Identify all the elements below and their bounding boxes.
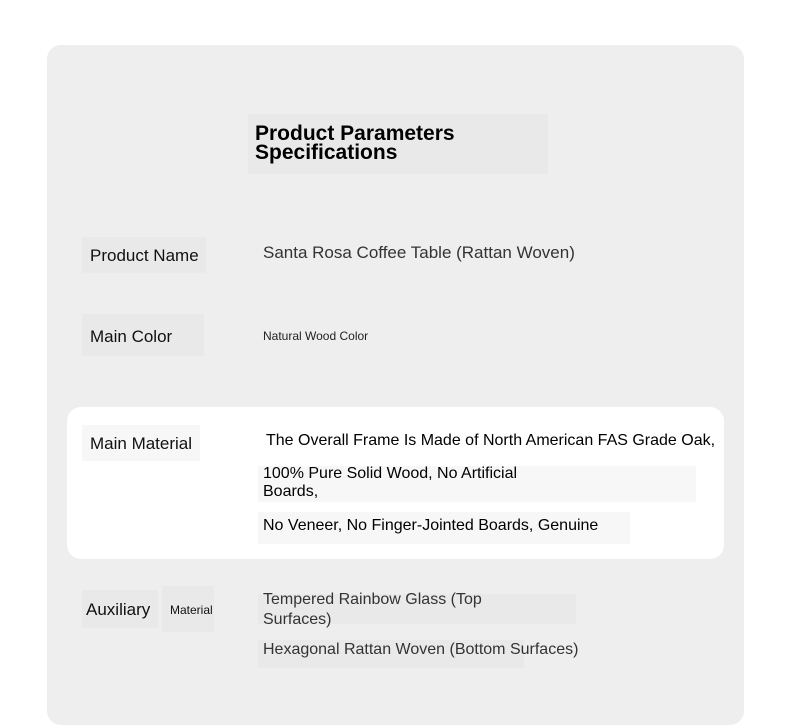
main-material-line-2a: 100% Pure Solid Wood, No Artificial: [263, 465, 518, 482]
page-title: [255, 124, 455, 162]
main-material-line-3: No Veneer, No Finger-Jointed Boards, Genuine: [263, 517, 599, 534]
auxiliary-value-2: Hexagonal Rattan Woven (Bottom Surfaces): [263, 641, 579, 658]
product-name-value: Santa Rosa Coffee Table (Rattan Woven): [263, 243, 575, 262]
main-material-line-2b: Boards,: [263, 483, 319, 500]
main-material-label: Main Material: [90, 434, 193, 453]
auxiliary-value-1b: Surfaces): [263, 611, 332, 628]
title-line-2: Specifications: [255, 141, 398, 164]
product-name-label: Product Name: [90, 246, 199, 265]
auxiliary-sublabel: Material: [170, 603, 213, 617]
main-material-line-1: The Overall Frame Is Made of North American FAS Grade Oak,: [266, 432, 716, 449]
title-line-1: Product Parameters: [255, 122, 455, 145]
main-color-label: Main Color: [90, 327, 173, 346]
main-material-line-2: [263, 465, 517, 501]
main-color-value: Natural Wood Color: [263, 329, 369, 343]
auxiliary-value-1a: Tempered Rainbow Glass (Top: [263, 591, 482, 608]
auxiliary-value-1: [263, 590, 482, 630]
auxiliary-label: Auxiliary: [86, 600, 151, 619]
